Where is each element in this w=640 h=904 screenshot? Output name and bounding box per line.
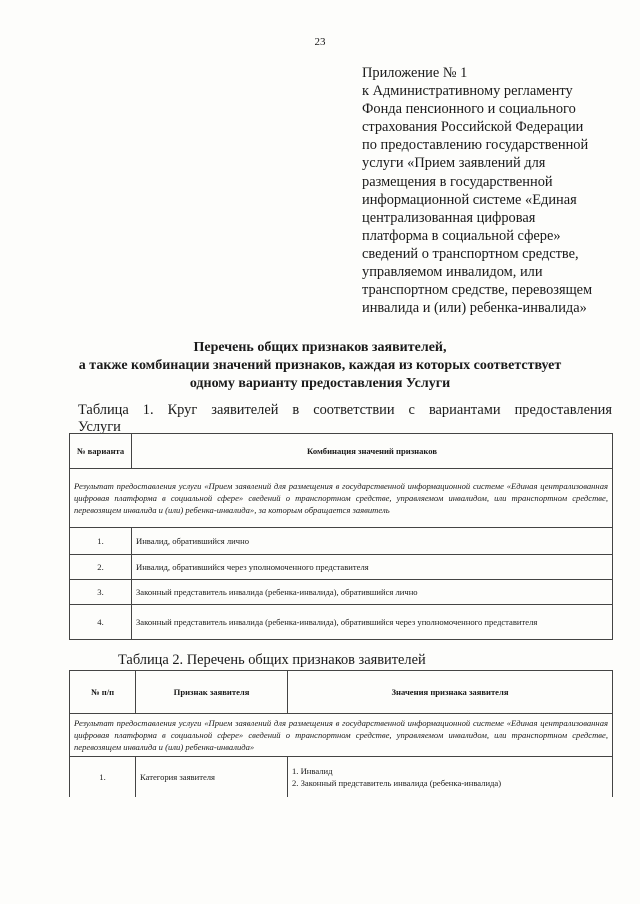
applicant-signs-table bbox=[69, 670, 613, 797]
table-row bbox=[70, 757, 613, 798]
variant-number: 2. bbox=[70, 555, 132, 580]
variant-number: 1. bbox=[70, 528, 132, 555]
appendix-line: к Административному регламенту bbox=[362, 83, 573, 100]
header-combination: Комбинация значений признаков bbox=[132, 434, 613, 469]
result-row bbox=[70, 714, 613, 757]
table-row bbox=[70, 555, 613, 580]
appendix-line: транспортном средстве, перевозящем bbox=[362, 282, 593, 299]
row-number: 1. bbox=[70, 757, 136, 798]
variant-text: Законный представитель инвалида (ребенка-инвалида), обратившийся через уполномоченного представителя bbox=[132, 605, 613, 640]
header-sign: Признак заявителя bbox=[136, 671, 288, 714]
table1-caption-continued: Услуги bbox=[78, 419, 121, 435]
appendix-line: платформа в социальной сфере» bbox=[362, 227, 561, 244]
heading-line: одному варианту предоставления Услуги bbox=[189, 376, 451, 391]
appendix-line: управляемом инвалидом, или bbox=[362, 264, 543, 281]
appendix-block bbox=[362, 64, 612, 317]
table-row bbox=[70, 580, 613, 605]
variant-text: Инвалид, обратившийся через уполномоченного представителя bbox=[132, 555, 613, 580]
table-row bbox=[70, 605, 613, 640]
table-header-row bbox=[70, 434, 613, 469]
variant-text: Инвалид, обратившийся лично bbox=[132, 528, 613, 555]
appendix-line: размещения в государственной bbox=[362, 173, 553, 190]
appendix-line: инвалида и (или) ребенка-инвалида» bbox=[362, 300, 587, 317]
appendix-line: страхования Российской Федерации bbox=[362, 119, 584, 136]
section-heading bbox=[60, 339, 580, 393]
table-header-row bbox=[70, 671, 613, 714]
appendix-line: по предоставлению государственной bbox=[362, 137, 589, 154]
sign-value: 1. Инвалид bbox=[292, 766, 333, 776]
table-row bbox=[70, 528, 613, 555]
applicant-sign: Категория заявителя bbox=[136, 757, 288, 798]
sign-values bbox=[288, 757, 613, 798]
variant-text: Законный представитель инвалида (ребенка-инвалида), обратившийся лично bbox=[132, 580, 613, 605]
table1-caption: Таблица 1. Круг заявителей в соответствии с вариантами предоставления bbox=[78, 402, 612, 418]
applicants-variants-table bbox=[69, 433, 613, 640]
result-text: Результат предоставления услуги «Прием заявлений для размещения в государственной информационной системе «Единая централизованная цифровая платформа в социальной сфере» сведений о транспортном средстве, управляемом инвалидом, или транспортном средстве, перевозящем инвалида и (или) ребенка-инвалида» bbox=[70, 714, 613, 757]
header-values: Значения признака заявителя bbox=[288, 671, 613, 714]
appendix-line: услуги «Прием заявлений для bbox=[362, 155, 546, 172]
header-variant-number: № варианта bbox=[70, 434, 132, 469]
table2-caption: Таблица 2. Перечень общих признаков заявителей bbox=[118, 652, 426, 668]
result-row bbox=[70, 469, 613, 528]
result-text: Результат предоставления услуги «Прием заявлений для размещения в государственной информационной системе «Единая централизованная цифровая платформа в социальной сфере» сведений о транспортном средстве, управляемом инвалидом, или транспортном средстве, перевозящем инвалида и (или) ребенка-инвалида», за которым обращается заявитель bbox=[70, 469, 613, 528]
variant-number: 3. bbox=[70, 580, 132, 605]
page-number: 23 bbox=[314, 36, 326, 48]
appendix-line: информационной системе «Единая bbox=[362, 191, 577, 208]
appendix-line: Приложение № 1 bbox=[362, 65, 468, 81]
heading-line: Перечень общих признаков заявителей, bbox=[193, 340, 447, 355]
header-row-number: № п/п bbox=[70, 671, 136, 714]
appendix-line: сведений о транспортном средстве, bbox=[362, 245, 579, 262]
variant-number: 4. bbox=[70, 605, 132, 640]
sign-value: 2. Законный представитель инвалида (ребенка-инвалида) bbox=[292, 778, 502, 788]
appendix-line: централизованная цифровая bbox=[362, 209, 536, 226]
appendix-line: Фонда пенсионного и социального bbox=[362, 101, 576, 118]
heading-line: а также комбинации значений признаков, каждая из которых соответствует bbox=[78, 358, 562, 373]
